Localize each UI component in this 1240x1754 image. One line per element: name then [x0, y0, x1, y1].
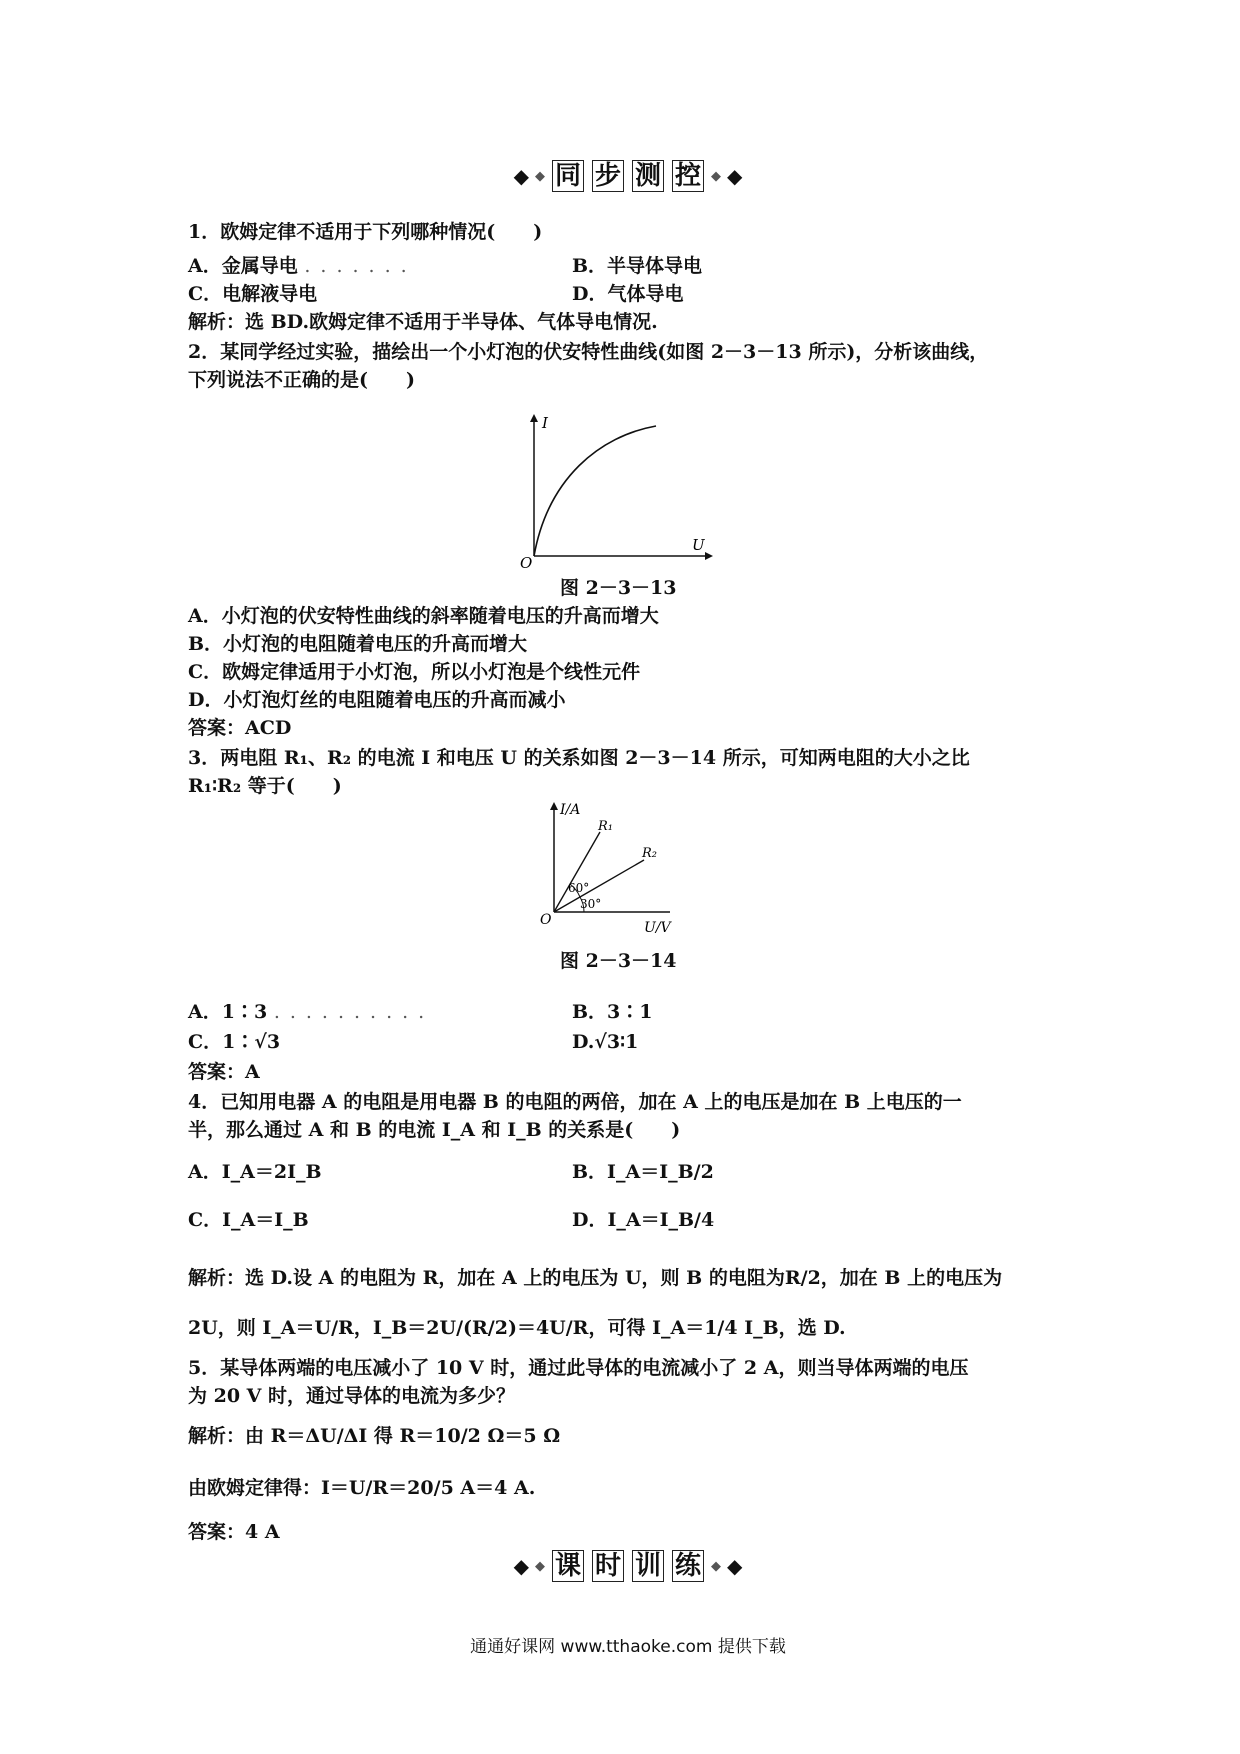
figure-2-3-14: [540, 800, 690, 940]
figure-caption-2-3-14: 图 2－3－14: [560, 950, 677, 972]
q2-stem-line2: 下列说法不正确的是( ): [188, 369, 415, 391]
q3-stem-line2: R₁∶R₂ 等于( ): [188, 775, 342, 797]
section-title-char: 练: [672, 1550, 704, 1582]
q4-option-b: B．I_A＝I_B/2: [572, 1161, 714, 1183]
q5-stem-line2: 为 20 V 时，通过导体的电流为多少？: [188, 1385, 516, 1407]
q1-stem: 1．欧姆定律不适用于下列哪种情况( ): [188, 221, 543, 243]
diamond-icon: ◆: [534, 168, 545, 184]
q4-stem-line2: 半，那么通过 A 和 B 的电流 I_A 和 I_B 的关系是( ): [188, 1119, 681, 1141]
q4-analysis-line1: 解析：选 D.设 A 的电阻为 R，加在 A 上的电压为 U，则 B 的电阻为R/2，加在 B 上的电压为: [188, 1267, 1003, 1289]
x-axis-label: U: [692, 536, 705, 554]
q1-analysis: 解析：选 BD.欧姆定律不适用于半导体、气体导电情况.: [188, 311, 658, 333]
q4-option-c: C．I_A＝I_B: [188, 1209, 309, 1231]
q5-analysis-line2: 由欧姆定律得：I＝U/R＝20/5 A＝4 A.: [188, 1477, 536, 1499]
q2-option-b: B．小灯泡的电阻随着电压的升高而增大: [188, 633, 528, 655]
q1-option-d: D．气体导电: [572, 283, 684, 305]
q3-option-c: C．1∶√3: [188, 1031, 281, 1053]
section-header-class-training: [188, 1550, 1068, 1582]
q4-option-a: A．I_A＝2I_B: [188, 1161, 322, 1183]
r1-label: R₁: [598, 819, 613, 834]
x-axis-label: U/V: [644, 920, 671, 936]
section-header-sync-test: [188, 160, 1068, 192]
origin-label: O: [540, 912, 552, 928]
q4-analysis-line2: 2U，则 I_A＝U/R，I_B＝2U/(R/2)＝4U/R，可得 I_A＝1/4 I_B，选 D.: [188, 1317, 846, 1339]
section-title-char: 课: [552, 1550, 584, 1582]
q2-stem-line1: 2．某同学经过实验，描绘出一个小灯泡的伏安特性曲线(如图 2－3－13 所示)，分析该曲线，: [188, 341, 989, 363]
q3-option-b: B．3∶1: [572, 1001, 653, 1023]
footer-text: 通通好课网 www.tthaoke.com 提供下载: [470, 1637, 786, 1657]
diamond-icon: ◆: [711, 168, 722, 184]
q2-option-c: C．欧姆定律适用于小灯泡，所以小灯泡是个线性元件: [188, 661, 641, 683]
q1-option-c: C．电解液导电: [188, 283, 318, 305]
y-axis-arrow-icon: [550, 802, 558, 810]
section-title-char: 时: [592, 1550, 624, 1582]
diamond-icon: ◆: [534, 1558, 545, 1574]
document-page: [188, 0, 1068, 1754]
q1-option-b: B．半导体导电: [572, 255, 703, 277]
q5-stem-line1: 5．某导体两端的电压减小了 10 V 时，通过此导体的电流减小了 2 A，则当导体两端的电压: [188, 1357, 969, 1379]
angle-30-label: 30°: [580, 897, 602, 911]
q5-answer: 答案：4 A: [188, 1521, 280, 1543]
q3-option-d: D.√3∶1: [572, 1031, 639, 1053]
q2-answer: 答案：ACD: [188, 717, 292, 739]
angle-60-label: 60°: [568, 881, 590, 895]
y-axis-label: I/A: [560, 802, 581, 818]
diamond-icon: ◆: [513, 164, 529, 188]
section-title-char: 训: [632, 1550, 664, 1582]
q2-option-a: A．小灯泡的伏安特性曲线的斜率随着电压的升高而增大: [188, 605, 659, 627]
q3-stem-line1: 3．两电阻 R₁、R₂ 的电流 I 和电压 U 的关系如图 2－3－14 所示，可知两电阻的大小之比: [188, 747, 970, 769]
q2-option-d: D．小灯泡灯丝的电阻随着电压的升高而减小: [188, 689, 566, 711]
diamond-icon: ◆: [727, 164, 743, 188]
q3-answer: 答案：A: [188, 1061, 260, 1083]
diamond-icon: ◆: [727, 1554, 743, 1578]
figure-2-3-13: [520, 408, 720, 570]
section-title-char: 控: [672, 160, 704, 192]
q3-option-a: A．1∶3 ..........: [188, 1001, 435, 1023]
q5-analysis-line1: 解析：由 R＝ΔU/ΔI 得 R＝10/2 Ω＝5 Ω: [188, 1425, 561, 1447]
section-title-char: 测: [632, 160, 664, 192]
x-axis-arrow-icon: [705, 552, 713, 560]
q4-stem-line1: 4．已知用电器 A 的电阻是用电器 B 的电阻的两倍，加在 A 上的电压是加在 B 上电压的一: [188, 1091, 962, 1113]
diamond-icon: ◆: [711, 1558, 722, 1574]
y-axis-arrow-icon: [530, 414, 538, 422]
origin-label: O: [520, 554, 533, 570]
r2-label: R₂: [642, 846, 657, 861]
section-title-char: 同: [552, 160, 584, 192]
diamond-icon: ◆: [513, 1554, 529, 1578]
q4-option-d: D．I_A＝I_B/4: [572, 1209, 715, 1231]
section-title-char: 步: [592, 160, 624, 192]
y-axis-label: I: [542, 414, 548, 432]
q1-option-a: A．金属导电 .......: [188, 255, 417, 277]
figure-caption-2-3-13: 图 2－3－13: [560, 577, 677, 599]
iv-curve: [534, 426, 656, 556]
